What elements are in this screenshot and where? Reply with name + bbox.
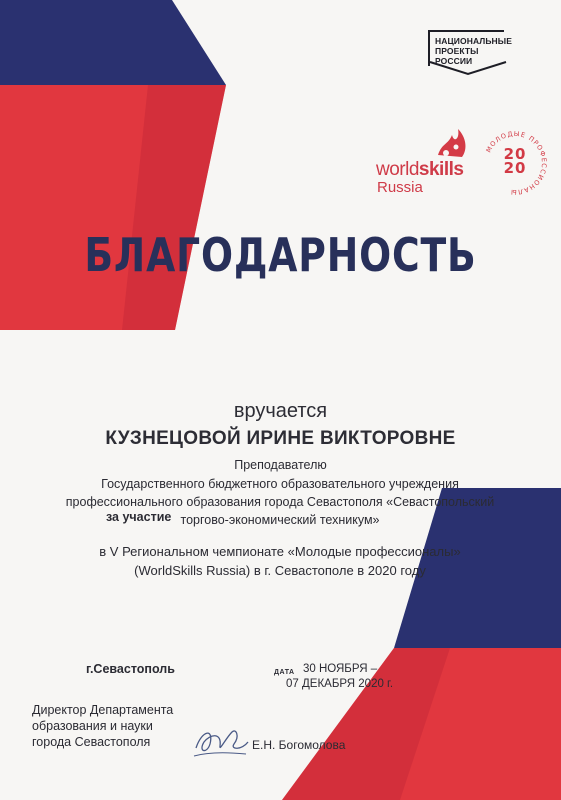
worldskills-world: world <box>376 159 419 180</box>
seal-year <box>499 147 531 175</box>
city-label: г.Севастополь <box>86 662 175 676</box>
date-line-1: 30 НОЯБРЯ – <box>303 663 378 675</box>
org-line-2: профессионального образования города Севастополя «Севастопольский <box>65 495 495 509</box>
young-professionals-seal <box>480 128 550 198</box>
worldskills-logo <box>376 125 476 195</box>
seal-year-top: 20 <box>503 145 527 163</box>
for-participation-label: за участие <box>106 510 172 524</box>
org-line-1: Государственного бюджетного образовательного учреждения <box>101 477 459 491</box>
worldskills-skills: skills <box>418 159 464 180</box>
signature-icon <box>192 722 250 762</box>
date-label: ДАТА <box>274 669 295 676</box>
signer-title-line-2: образования и науки <box>32 719 153 733</box>
signer-title-line-3: города Севастополя <box>32 735 151 749</box>
signer-name: Е.Н. Богомолова <box>252 738 346 752</box>
signer-title-line-1: Директор Департамента <box>32 703 174 717</box>
awarded-text: вручается <box>233 400 328 422</box>
signer-title <box>32 702 173 750</box>
recipient-position: Преподавателю <box>234 458 327 472</box>
worldskills-russia: Russia <box>377 179 423 196</box>
org-line-3: торгово-экономический техникум» <box>180 513 380 527</box>
np-line-1: НАЦИОНАЛЬНЫЕ <box>435 36 512 46</box>
date-line-2: 07 ДЕКАБРЯ 2020 г. <box>286 678 394 690</box>
event-description <box>60 542 500 580</box>
np-line-2: ПРОЕКТЫ <box>435 46 479 56</box>
recipient-name: КУЗНЕЦОВОЙ ИРИНЕ ВИКТОРОВНЕ <box>105 428 456 449</box>
seal-ring-text: МОЛОДЫЕ ПРОФЕССИОНАЛЫ <box>484 129 549 197</box>
worldskills-wordmark <box>376 159 463 181</box>
bg-top-navy <box>0 0 226 85</box>
certificate-title: БЛАГОДАРНОСТЬ <box>84 228 477 282</box>
seal-year-bottom: 20 <box>503 159 527 177</box>
np-arrow-icon <box>428 60 508 76</box>
national-projects-logo <box>428 30 512 76</box>
worldskills-flame-icon <box>434 125 470 159</box>
event-line-1: в V Региональном чемпионате «Молодые профессионалы» <box>99 544 461 559</box>
np-line-3: РОССИИ <box>435 56 473 66</box>
event-line-2: (WorldSkills Russia) в г. Севастополе в 2020 году <box>134 563 426 578</box>
